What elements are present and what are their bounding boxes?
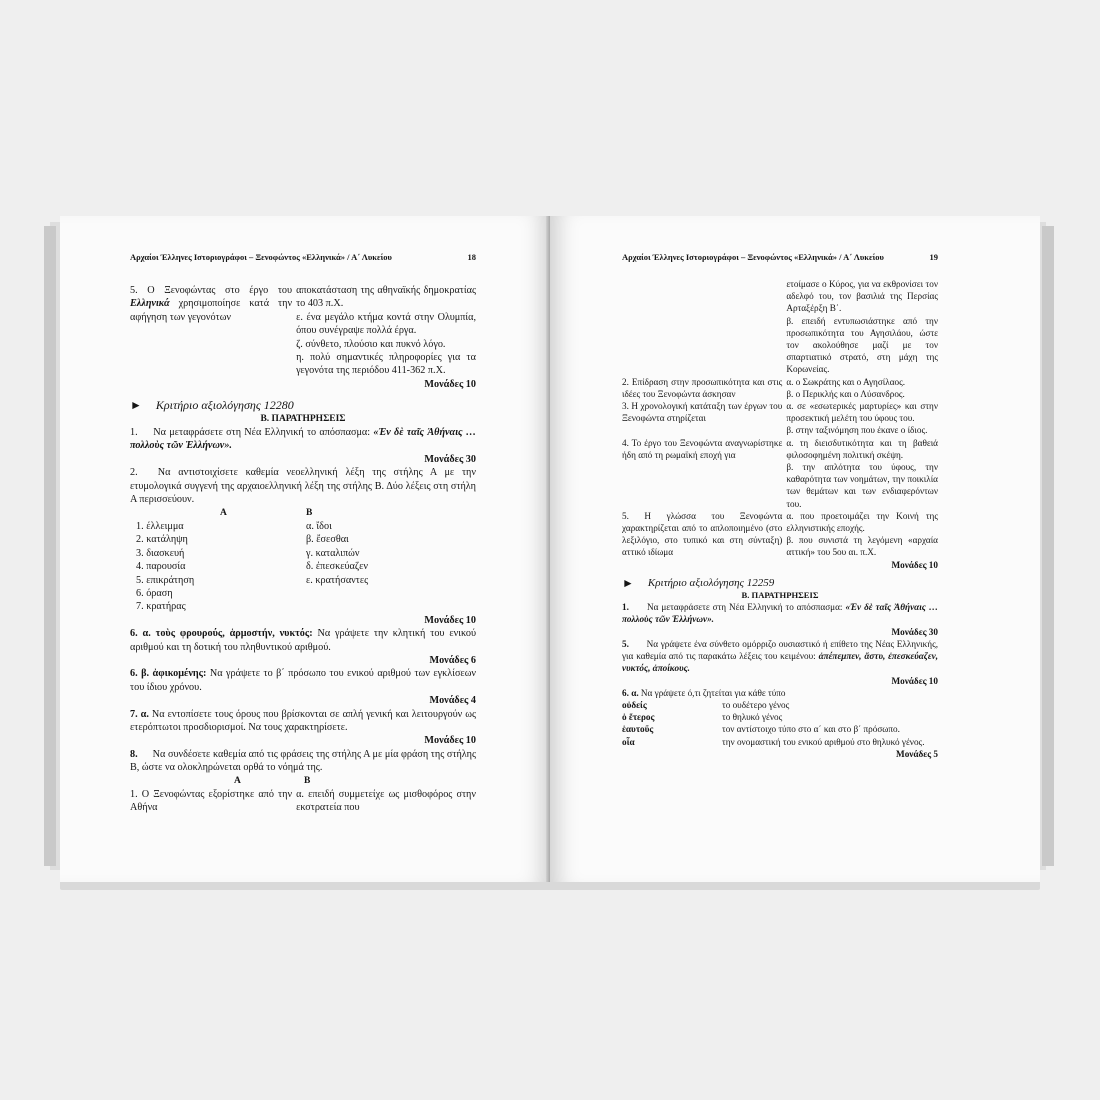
page-stack-left-outer [44,226,56,866]
match-row: 2. Επίδραση στην προσωπικότητα και στις ιδέες του Ξενοφώντα άσκησαν α. ο Σωκράτης και ο Αγησίλαος. β. ο Περικλής και ο Λύσανδρος. [622,376,906,399]
question-5: 5. Να γράψετε ένα σύνθετο ομόρριζο ουσιαστικό ή επίθετο της Νέας Ελληνικής, για καθεμία από τις παρακάτω λέξεις του κειμένου: ἀπέπεμπεν, ἄστυ, ἐπεσκεύαζεν, νυκτός, ἀποίκους. [622,638,939,674]
column-b-items: αποκατάσταση της αθηναϊκής δημοκρατίας το 403 π.Χ. ε. ένα μεγάλο κτήμα κοντά στην Ολυμπία, όπου συνέγραψε πολλά έργα. ζ. σύνθετο, πλούσιο και πυκνό λόγο. η. πολύ σημαντικές πληροφορίες για τα γεγονότα της περιόδου 411-362 π.Χ. [296,285,476,377]
column-a-item: 5. Ο Ξενοφώντας στο έργο του Ελληνικά χρησιμοποίησε κατά την αφήγηση των γεγονότων [130,285,293,323]
match-row: 3. Η χρονολογική κατάταξη των έργων του Ξενοφώντα στηρίζεται α. σε «εσωτερικές μαρτυρίες» και στην προσεκτική μελέτη του ύφους του. β. στην ταξινόμηση που έκανε ο ίδιος. [622,401,938,436]
marks: Μονάδες 30 [424,453,476,465]
matching-pairs [130,520,476,614]
left-page [60,216,550,882]
marks: Μονάδες 10 [424,614,476,626]
page-content [622,278,938,760]
list-item: οἷα την ονομαστική του ενικού αριθμού στο θηλυκό γένος. [622,736,925,747]
column-a-list: 1. έλλειμμα 2. κατάληψη 3. διασκευή 4. παρουσία 5. επικράτηση 6. όραση 7. κρατήρας [136,520,195,613]
question-6a: 6. α. τοὺς φρουρούς, ἁρμοστήν, νυκτός: Να γράψετε την κλητική του ενικού αριθμού και τη δοτική του πληθυντικού αριθμού. [130,628,477,653]
running-header [622,252,938,262]
match-row: 4. Το έργο του Ξενοφώντα αναγνωρίστηκε ήδη από τη ρωμαϊκή εποχή για α. τη διεισδυτικότητα και τη βαθειά φιλοσοφημένη πολιτική σκέψη. β. την απλότητα του ύφους, την καθαρότητα των νοημάτων, την ποικιλία των θεμάτων και των ενδιαφερόντων του. [622,437,938,509]
column-b-list: α. ἴδοι β. ἔσεσθαι γ. καταλιπών δ. ἐπεσκεύαζεν ε. κρατήσαντες [306,520,369,586]
marks: Μονάδες 10 [424,735,476,747]
criterion-heading: ► Κριτήριο αξιολόγησης 12259 [622,575,775,590]
column-headings: Α Β [220,507,313,518]
list-item: ὁ ἕτερος το θηλυκό γένος [622,712,783,723]
page-stack-right-outer [1042,226,1054,866]
question-2: 2. Να αντιστοιχίσετε καθεμία νεοελληνική λέξη της στήλης Α με την ετυμολογικά συγγενή της αρχαιοελληνική λέξη της στήλης Β. Δύο λέξεις στη στήλη Α περισσεύουν. [130,467,476,506]
word-list [622,699,938,748]
question-6a: 6. α. Να γράψετε ό,τι ζητείται για κάθε τύπο [622,687,786,698]
match-row [130,284,476,378]
question-7a: 7. α. Να εντοπίσετε τους όρους που βρίσκονται σε απλή γενική και λειτουργούν ως ετερόπτωτοι προσδιορισμοί. Να τους χαρακτηρίσετε. [130,708,477,733]
marks: Μονάδες 30 [891,626,938,637]
pointer-arrow-icon: ► [130,398,142,413]
marks: Μονάδες 5 [896,748,938,759]
column-headings: Α Β [234,775,311,786]
page-number: 18 [467,252,476,262]
marks: Μονάδες 6 [429,654,476,666]
pointer-arrow-icon: ► [622,575,634,590]
criterion-heading: ► Κριτήριο αξιολόγησης 12280 [130,398,294,413]
marks: Μονάδες 10 [891,559,938,570]
section-heading: Β. ΠΑΡΑΤΗΡΗΣΕΙΣ [741,590,819,601]
question-6b: 6. β. ἀφικομένης: Να γράψετε το β΄ πρόσωπο του ενικού αριθμού των εγκλίσεων του ίδιου χρόνου. [130,668,477,693]
header-title: Αρχαίοι Έλληνες Ιστοριογράφοι – Ξενοφώντος «Ελληνικά» / Α΄ Λυκείου [622,252,884,262]
match-row: 5. Η γλώσσα του Ξενοφώντα χαρακτηρίζεται από το απλοποιημένο (στο λεξιλόγιο, στο τυπικό και στη σύνταξη) αττικό ιδίωμα α. που προετοιμάζει την Κοινή της ελληνιστικής εποχής. β. που συνιστά τη λεγόμενη «αρχαία αττική» του 5ου αι. π.Χ. [622,510,938,558]
running-header [130,252,476,262]
page-content [130,284,476,815]
marks: Μονάδες 10 [424,378,476,390]
section-heading: Β. ΠΑΡΑΤΗΡΗΣΕΙΣ [260,413,346,424]
question-8: 8. Να συνδέσετε καθεμία από τις φράσεις της στήλης Α με μία φράση της στήλης Β, ώστε να ολοκληρώνεται ορθά το νόημά της. [130,748,477,774]
question-1: 1. Να μεταφράσετε στη Νέα Ελληνική το απόσπασμα: «Ἐν δὲ ταῖς Ἀθήναις … πολλοὺς τῶν Ἑλλήνων». [622,602,939,625]
match-row: 1. Ο Ξενοφώντας εξορίστηκε από την Αθήνα α. επειδή συμμετείχε ως μισθοφόρος στην εκστρατεία που [130,789,476,814]
marks: Μονάδες 4 [429,695,476,707]
marks: Μονάδες 10 [891,675,938,686]
match-row: ετοίμασε ο Κύρος, για να εκθρονίσει τον αδελφό του, τον βασιλιά της Περσίας Αρταξέρξη Β΄. β. επειδή εντυπωσιάστηκε από την προσωπικότητα του Αγησιλάου, ώστε τον ακολούθησε μαζί με τον σπαρτιατικό στρατό, στη μάχη της Κορωνείας. [786,279,938,375]
question-1: 1. Να μεταφράσετε στη Νέα Ελληνική το απόσπασμα: «Ἐν δὲ ταῖς Ἀθήναις … πολλοὺς τῶν Ἑλλήνων». [130,427,477,452]
header-title: Αρχαίοι Έλληνες Ιστοριογράφοι – Ξενοφώντος «Ελληνικά» / Α΄ Λυκείου [130,252,392,262]
list-item: ἑαυτοῦς τον αντίστοιχο τύπο στο α΄ και στο β΄ πρόσωπο. [622,724,900,735]
page-number: 19 [929,252,938,262]
right-page [550,216,1040,882]
list-item: οὐδείς το ουδέτερο γένος [622,699,790,710]
